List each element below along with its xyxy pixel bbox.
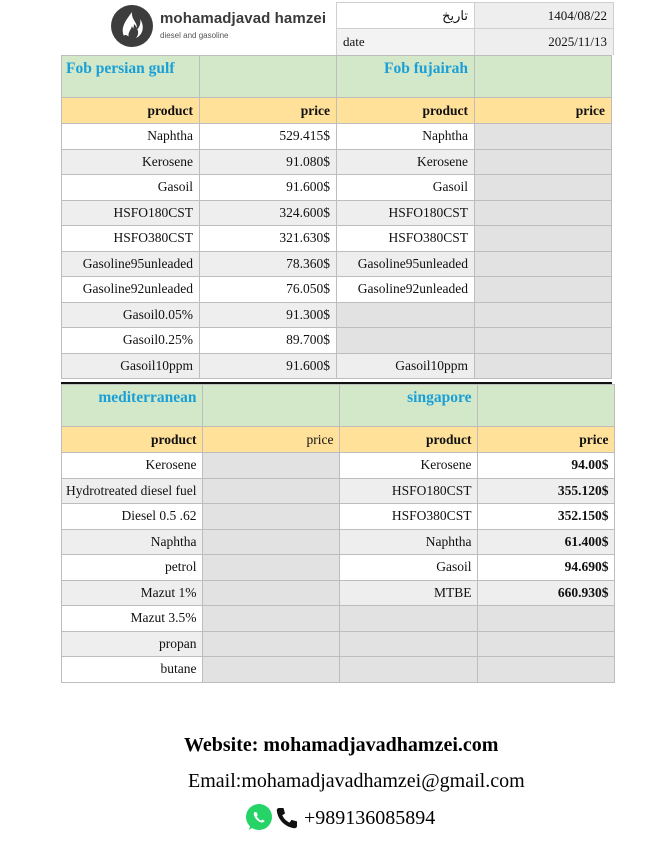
region-row [62, 385, 615, 427]
column-header-product: product [62, 98, 200, 124]
product-cell: Gasoil0.05% [62, 302, 200, 328]
product-cell: Naphtha [62, 529, 203, 555]
column-header-price: price [475, 98, 612, 124]
price-cell: 94.00$ [478, 453, 615, 479]
product-cell: Gasoline92unleaded [337, 277, 475, 303]
region-title: Fob persian gulf [62, 56, 200, 98]
price-cell: 321.630$ [200, 226, 337, 252]
region-spacer [475, 56, 612, 98]
persian-date-value: 1404/08/22 [547, 7, 607, 23]
product-cell [337, 302, 475, 328]
price-cell [475, 277, 612, 303]
website-text[interactable]: Website: mohamadjavadhamzei.com [184, 734, 499, 756]
column-header-product: product [337, 98, 475, 124]
price-cell: 89.700$ [200, 328, 337, 354]
price-table-top [61, 55, 612, 379]
price-cell: 91.600$ [200, 175, 337, 201]
product-cell: petrol [62, 555, 203, 581]
product-cell: HSFO180CST [62, 200, 200, 226]
product-cell: Naphtha [337, 124, 475, 150]
product-cell: Gasoline95unleaded [62, 251, 200, 277]
product-cell: Hydrotreated diesel fuel [62, 478, 203, 504]
product-cell: Gasoil10ppm [337, 353, 475, 379]
price-cell: 355.120$ [478, 478, 615, 504]
price-cell: 76.050$ [200, 277, 337, 303]
price-cell [475, 251, 612, 277]
product-cell: HSFO180CST [340, 478, 478, 504]
region-title: Fob fujairah [337, 56, 475, 98]
table-row [62, 226, 612, 252]
product-cell: Gasoil10ppm [62, 353, 200, 379]
region-title: mediterranean [62, 385, 203, 427]
table-row [62, 277, 612, 303]
contact-line [244, 803, 435, 833]
product-cell: Gasoil0.25% [62, 328, 200, 354]
price-table-bottom [61, 384, 615, 683]
table-row [62, 504, 615, 530]
product-cell: Gasoline92unleaded [62, 277, 200, 303]
column-header-price: price [478, 427, 615, 453]
persian-date-label: تاریخ [442, 7, 468, 23]
product-cell: HSFO180CST [337, 200, 475, 226]
product-cell: Gasoil [62, 175, 200, 201]
table-row [62, 200, 612, 226]
table-row [62, 555, 615, 581]
region-spacer [200, 56, 337, 98]
table-row [62, 175, 612, 201]
product-cell [340, 657, 478, 683]
price-cell [203, 504, 340, 530]
price-cell: 94.690$ [478, 555, 615, 581]
region-spacer [478, 385, 615, 427]
table-row [62, 606, 615, 632]
price-cell [203, 657, 340, 683]
column-header-product: product [340, 427, 478, 453]
price-cell: 91.080$ [200, 149, 337, 175]
product-cell: Kerosene [62, 453, 203, 479]
price-cell [475, 353, 612, 379]
product-cell: Naphtha [62, 124, 200, 150]
table-row [62, 478, 615, 504]
product-cell: Kerosene [62, 149, 200, 175]
flame-logo-icon [110, 4, 154, 48]
column-header-price: price [203, 427, 340, 453]
table-row [62, 529, 615, 555]
price-cell [475, 175, 612, 201]
price-cell [203, 580, 340, 606]
brand-tagline: diesel and gasoline [160, 31, 229, 40]
price-cell: 91.300$ [200, 302, 337, 328]
product-cell: Kerosene [337, 149, 475, 175]
price-cell [478, 606, 615, 632]
price-cell [203, 631, 340, 657]
product-cell: HSFO380CST [337, 226, 475, 252]
price-cell [203, 555, 340, 581]
product-cell [340, 606, 478, 632]
table-row [62, 353, 612, 379]
product-cell: Mazut 3.5% [62, 606, 203, 632]
product-cell [340, 631, 478, 657]
table-row [62, 149, 612, 175]
product-cell: butane [62, 657, 203, 683]
price-cell: 91.600$ [200, 353, 337, 379]
brand-name: mohamadjavad hamzei [160, 10, 327, 27]
table-row [62, 328, 612, 354]
price-cell [478, 631, 615, 657]
price-cell [475, 149, 612, 175]
column-header-row [62, 98, 612, 124]
price-cell: 529.415$ [200, 124, 337, 150]
date-header [336, 2, 614, 55]
price-cell [475, 226, 612, 252]
price-cell: 352.150$ [478, 504, 615, 530]
price-cell [203, 606, 340, 632]
table-row [62, 453, 615, 479]
product-cell: Gasoline95unleaded [337, 251, 475, 277]
whatsapp-icon[interactable] [244, 803, 274, 833]
region-row [62, 56, 612, 98]
table-row [62, 124, 612, 150]
price-cell [475, 200, 612, 226]
price-cell [475, 328, 612, 354]
table-row [62, 657, 615, 683]
product-cell: Diesel 0.5 .62 [62, 504, 203, 530]
email-text[interactable]: Email:mohamadjavadhamzei@gmail.com [188, 770, 525, 792]
phone-number[interactable]: +989136085894 [304, 806, 436, 829]
product-cell [337, 328, 475, 354]
date-label: date [343, 33, 365, 49]
price-cell: 78.360$ [200, 251, 337, 277]
product-cell: Gasoil [340, 555, 478, 581]
price-cell [475, 124, 612, 150]
table-row [62, 251, 612, 277]
product-cell: Gasoil [337, 175, 475, 201]
price-cell: 61.400$ [478, 529, 615, 555]
price-cell: 660.930$ [478, 580, 615, 606]
column-header-product: product [62, 427, 203, 453]
price-cell [203, 478, 340, 504]
region-title: singapore [340, 385, 478, 427]
product-cell: Mazut 1% [62, 580, 203, 606]
column-header-price: price [200, 98, 337, 124]
phone-icon[interactable] [274, 805, 300, 831]
product-cell: HSFO380CST [340, 504, 478, 530]
product-cell: Kerosene [340, 453, 478, 479]
price-cell [203, 453, 340, 479]
price-cell [478, 657, 615, 683]
table-row [62, 631, 615, 657]
product-cell: HSFO380CST [62, 226, 200, 252]
product-cell: Naphtha [340, 529, 478, 555]
table-row [62, 580, 615, 606]
product-cell: propan [62, 631, 203, 657]
price-cell [475, 302, 612, 328]
price-cell [203, 529, 340, 555]
region-spacer [203, 385, 340, 427]
date-value: 2025/11/13 [548, 33, 607, 49]
table-row [62, 302, 612, 328]
price-cell: 324.600$ [200, 200, 337, 226]
brand-logo [110, 4, 330, 48]
column-header-row [62, 427, 615, 453]
product-cell: MTBE [340, 580, 478, 606]
